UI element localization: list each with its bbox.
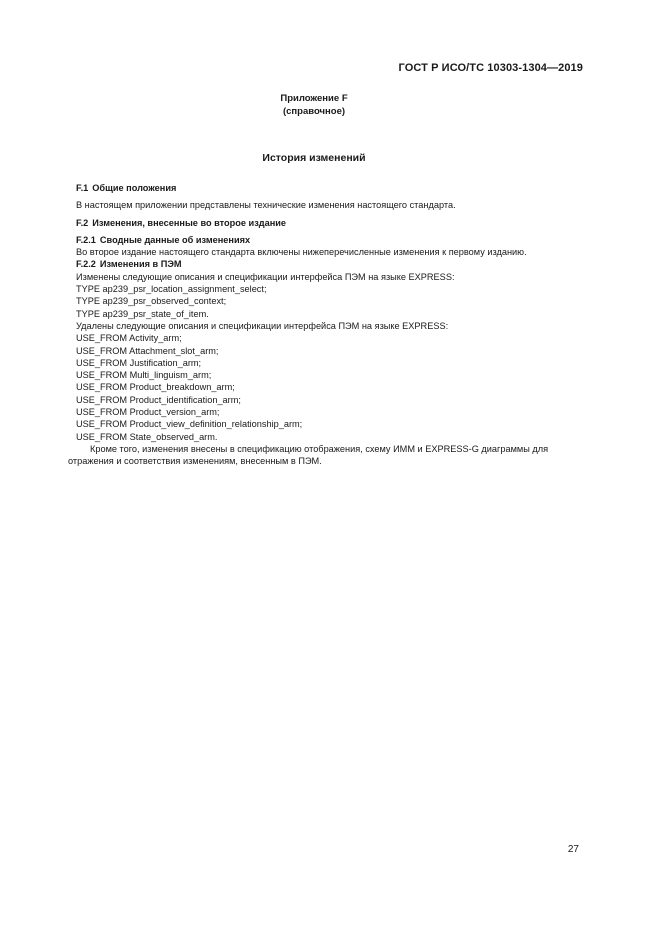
heading-text: Общие положения [92,183,177,193]
list-item: USE_FROM Activity_arm; [76,333,182,344]
list-item: USE_FROM Attachment_slot_arm; [76,345,219,356]
list-item: TYPE ap239_psr_state_of_item. [76,308,209,319]
section-title: История изменений [262,152,366,164]
heading-text: Сводные данные об изменениях [99,234,251,245]
closing-paragraph-line-1: Кроме того, изменения внесены в спецификацию отображения, схему ИММ и EXPRESS-G диаграммы для [90,443,549,454]
list-item: TYPE ap239_psr_observed_context; [76,296,227,307]
paragraph-f1: В настоящем приложении представлены технические изменения настоящего стандарта. [76,200,456,211]
list-item: USE_FROM Multi_linguism_arm; [76,370,212,381]
list-item: USE_FROM Product_identification_arm; [76,394,241,405]
removed-list [76,332,586,443]
annex-title: Приложение F [280,93,348,104]
heading-number: F.2.2 [76,259,96,270]
list-item: USE_FROM Product_view_definition_relationship_arm; [76,419,303,430]
paragraph-f21: Во второе издание настоящего стандарта включены нижеперечисленные изменения к первому изданию. [76,247,527,258]
changed-intro: Изменены следующие описания и спецификации интерфейса ПЭМ на языке EXPRESS: [76,271,455,282]
list-item: USE_FROM Justification_arm; [76,357,202,368]
list-item: TYPE ap239_psr_location_assignment_select; [76,284,267,295]
heading-f1 [76,182,586,194]
heading-f21 [76,234,586,246]
list-item: USE_FROM Product_breakdown_arm; [76,382,235,393]
changed-list [76,283,586,320]
heading-text: Изменения в ПЭМ [99,259,182,270]
heading-number: F.2 [76,217,89,228]
heading-number: F.2.1 [76,234,96,245]
heading-text: Изменения, внесенные во второе издание [92,217,287,228]
heading-f2 [76,217,586,229]
annex-heading [0,92,628,118]
list-item: USE_FROM Product_version_arm; [76,407,220,418]
removed-intro: Удалены следующие описания и спецификации интерфейса ПЭМ на языке EXPRESS: [76,320,449,331]
document-body [68,182,586,468]
standard-designation: ГОСТ Р ИСО/ТС 10303-1304—2019 [398,62,583,74]
closing-paragraph-line-2: отражения и соответствия изменениям, внесенным в ПЭМ. [68,456,322,467]
list-item: USE_FROM State_observed_arm. [76,431,218,442]
annex-status: (справочное) [282,106,346,117]
heading-f22 [76,258,586,270]
page-number: 27 [567,844,579,855]
heading-number: F.1 [76,183,89,193]
